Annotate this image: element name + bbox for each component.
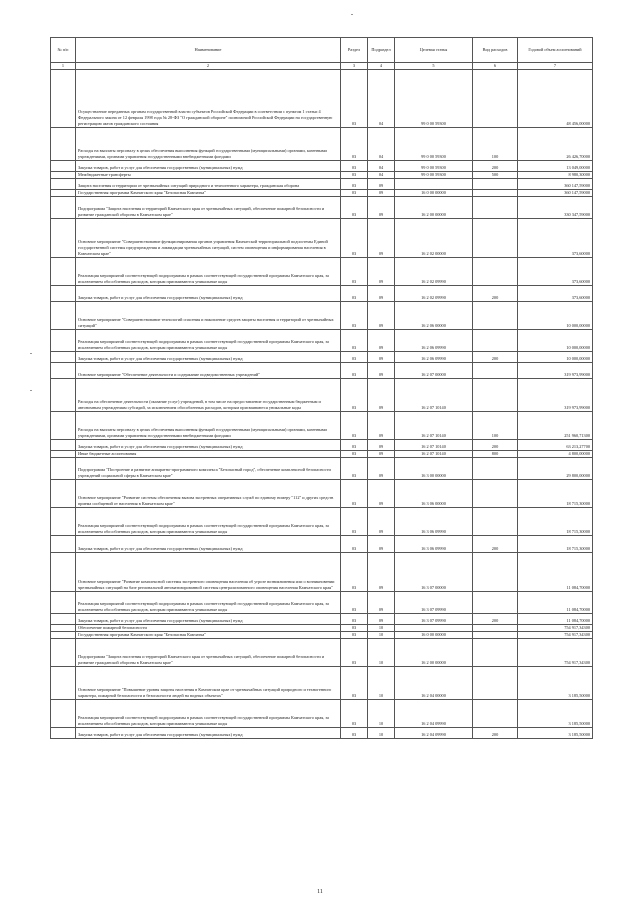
table-row xyxy=(51,257,593,285)
row-subsection-cell: 04 xyxy=(368,128,395,161)
row-section-cell: 03 xyxy=(341,128,368,161)
row-number-cell xyxy=(51,727,76,738)
row-name-cell: Закупка товаров, работ и услуг для обеспечения государственных (муниципальных) нужд xyxy=(76,613,341,624)
col-number: 2 xyxy=(76,63,341,70)
row-number-cell xyxy=(51,178,76,189)
col-number: 6 xyxy=(473,63,518,70)
row-amount-cell: 18 715,30000 xyxy=(518,535,593,552)
row-number-cell xyxy=(51,172,76,179)
row-number-cell xyxy=(51,378,76,411)
row-name-cell: Закупка товаров, работ и услуг для обеспечения государственных (муниципальных) нужд xyxy=(76,439,341,450)
row-target-article-cell: 16 0 00 00000 xyxy=(395,631,473,638)
row-number-cell xyxy=(51,613,76,624)
row-target-article-cell: 16 3 07 09990 xyxy=(395,613,473,624)
row-target-article-cell: 16 3 06 00000 xyxy=(395,479,473,507)
row-expense-type-cell xyxy=(473,189,518,196)
row-expense-type-cell xyxy=(473,638,518,666)
row-section-cell: 03 xyxy=(341,329,368,351)
row-section-cell: 03 xyxy=(341,624,368,631)
row-target-article-cell: 16 2 02 09990 xyxy=(395,285,473,301)
col-header-subsection: Подраздел xyxy=(368,38,395,63)
row-number-cell xyxy=(51,196,76,218)
row-subsection-cell: 09 xyxy=(368,351,395,362)
row-subsection-cell: 09 xyxy=(368,257,395,285)
row-target-article-cell: 99 0 00 59300 xyxy=(395,172,473,179)
table-body xyxy=(51,70,593,739)
row-number-cell xyxy=(51,535,76,552)
table-row xyxy=(51,411,593,439)
row-name-cell: Расходы на выплаты персоналу в целях обеспечения выполнения функций государственными (муниципальными) органами, казенными учреждениями, органами управления государственными внебюджетными фондами xyxy=(76,128,341,161)
row-number-cell xyxy=(51,189,76,196)
row-subsection-cell: 09 xyxy=(368,189,395,196)
row-subsection-cell: 09 xyxy=(368,378,395,411)
row-target-article-cell: 16 2 04 09990 xyxy=(395,699,473,727)
row-section-cell: 03 xyxy=(341,507,368,535)
row-number-cell xyxy=(51,552,76,591)
row-target-article-cell: 16 3 00 00000 xyxy=(395,457,473,479)
row-number-cell xyxy=(51,128,76,161)
row-subsection-cell: 09 xyxy=(368,479,395,507)
row-expense-type-cell xyxy=(473,362,518,378)
row-target-article-cell: 16 2 07 10140 xyxy=(395,439,473,450)
row-subsection-cell: 10 xyxy=(368,638,395,666)
col-number: 4 xyxy=(368,63,395,70)
row-subsection-cell: 09 xyxy=(368,535,395,552)
row-expense-type-cell xyxy=(473,218,518,257)
row-section-cell: 03 xyxy=(341,631,368,638)
scan-speck xyxy=(30,390,32,391)
row-amount-cell: 3 185,50000 xyxy=(518,666,593,699)
table-row xyxy=(51,507,593,535)
row-section-cell: 03 xyxy=(341,613,368,624)
row-section-cell: 03 xyxy=(341,196,368,218)
row-amount-cell: 11 084,70000 xyxy=(518,613,593,624)
row-amount-cell: 754 917,34300 xyxy=(518,624,593,631)
row-expense-type-cell xyxy=(473,178,518,189)
row-number-cell xyxy=(51,329,76,351)
table-row xyxy=(51,301,593,329)
row-amount-cell: 13 049,00000 xyxy=(518,161,593,172)
row-amount-cell: 754 917,34300 xyxy=(518,631,593,638)
row-section-cell: 03 xyxy=(341,439,368,450)
row-target-article-cell: 16 3 06 09990 xyxy=(395,535,473,552)
row-name-cell: Реализация мероприятий соответствующей подпрограммы в рамках соответствующей государственной программы Камчатского края, за исключением обособленных расходов, которым присваиваются уникальные коды xyxy=(76,591,341,613)
row-subsection-cell: 09 xyxy=(368,218,395,257)
row-expense-type-cell: 200 xyxy=(473,285,518,301)
row-section-cell: 03 xyxy=(341,666,368,699)
row-target-article-cell: 16 2 04 00000 xyxy=(395,666,473,699)
table-row xyxy=(51,457,593,479)
row-section-cell: 03 xyxy=(341,479,368,507)
row-section-cell: 03 xyxy=(341,161,368,172)
row-number-cell xyxy=(51,479,76,507)
row-amount-cell: 373,60000 xyxy=(518,285,593,301)
table-row xyxy=(51,178,593,189)
row-name-cell: Основное мероприятие "Развитие системы обеспечения вызова экстренных оперативных служб по единому номеру "112" и других средств приема сообщений от населения в Камчатском крае" xyxy=(76,479,341,507)
row-target-article-cell: 16 2 07 10140 xyxy=(395,411,473,439)
row-expense-type-cell: 200 xyxy=(473,439,518,450)
row-section-cell: 03 xyxy=(341,450,368,457)
row-amount-cell: 319 973,99000 xyxy=(518,362,593,378)
table-header-row xyxy=(51,38,593,63)
row-subsection-cell: 09 xyxy=(368,457,395,479)
row-name-cell: Обеспечение пожарной безопасности xyxy=(76,624,341,631)
row-name-cell: Подпрограмма "Защита населения и территорий Камчатского края от чрезвычайных ситуаций, обеспечение пожарной безопасности и развитие гражданской обороны в Камчатском крае" xyxy=(76,196,341,218)
row-target-article-cell: 16 2 04 09990 xyxy=(395,727,473,738)
row-amount-cell: 10 000,00000 xyxy=(518,301,593,329)
col-number: 1 xyxy=(51,63,76,70)
row-subsection-cell: 09 xyxy=(368,613,395,624)
row-expense-type-cell: 200 xyxy=(473,161,518,172)
row-amount-cell: 8 980,30000 xyxy=(518,172,593,179)
col-number: 7 xyxy=(518,63,593,70)
row-subsection-cell: 09 xyxy=(368,329,395,351)
row-amount-cell: 63 213,27700 xyxy=(518,439,593,450)
row-name-cell: Основное мероприятие "Обеспечение деятельности и содержание подведомственных учреждений" xyxy=(76,362,341,378)
row-number-cell xyxy=(51,411,76,439)
row-name-cell: Защита населения и территории от чрезвычайных ситуаций природного и техногенного характера, гражданская оборона xyxy=(76,178,341,189)
row-amount-cell: 360 147,59000 xyxy=(518,178,593,189)
row-expense-type-cell xyxy=(473,196,518,218)
row-section-cell: 03 xyxy=(341,591,368,613)
row-expense-type-cell xyxy=(473,457,518,479)
table-row xyxy=(51,450,593,457)
row-name-cell: Осуществление переданных органам государственной власти субъектов Российской Федерации в соответствии с пунктом 1 статьи 4 Федерального закона от 12 февраля 1998 года № 28-ФЗ "О гражданской обороне" полномочий Российской Федерации на государственную регистрацию актов гражданского состояния xyxy=(76,70,341,128)
row-expense-type-cell xyxy=(473,624,518,631)
row-section-cell: 03 xyxy=(341,457,368,479)
row-name-cell: Закупка товаров, работ и услуг для обеспечения государственных (муниципальных) нужд xyxy=(76,535,341,552)
row-name-cell: Закупка товаров, работ и услуг для обеспечения государственных (муниципальных) нужд xyxy=(76,351,341,362)
row-expense-type-cell xyxy=(473,699,518,727)
row-amount-cell: 18 715,30000 xyxy=(518,507,593,535)
table-row xyxy=(51,631,593,638)
row-number-cell xyxy=(51,218,76,257)
row-section-cell: 03 xyxy=(341,727,368,738)
column-numbering-row xyxy=(51,63,593,70)
row-expense-type-cell: 200 xyxy=(473,727,518,738)
row-number-cell xyxy=(51,457,76,479)
row-target-article-cell: 99 0 00 59300 xyxy=(395,161,473,172)
table-row xyxy=(51,128,593,161)
table-row xyxy=(51,535,593,552)
table-row xyxy=(51,479,593,507)
row-target-article-cell xyxy=(395,178,473,189)
row-amount-cell: 10 000,00000 xyxy=(518,329,593,351)
row-section-cell: 03 xyxy=(341,535,368,552)
row-number-cell xyxy=(51,638,76,666)
row-subsection-cell: 09 xyxy=(368,591,395,613)
row-name-cell: Закупка товаров, работ и услуг для обеспечения государственных (муниципальных) нужд xyxy=(76,285,341,301)
row-target-article-cell: 16 2 07 10140 xyxy=(395,378,473,411)
row-target-article-cell: 16 2 06 09990 xyxy=(395,329,473,351)
row-name-cell: Подпрограмма "Построение и развитие аппаратно-программного комплекса "Безопасный город", обеспечение комплексной безопасности учреждений социальной сферы в Камчатском крае" xyxy=(76,457,341,479)
row-name-cell: Основное мероприятие "Совершенствование функционирования органов управления Камчатской территориальной подсистемы Единой государственной системы предупреждения и ликвидации чрезвычайных ситуаций, систем оповещения и информирования населения в Камчатском крае" xyxy=(76,218,341,257)
row-expense-type-cell: 100 xyxy=(473,411,518,439)
table-row xyxy=(51,727,593,738)
budget-table xyxy=(50,37,593,739)
row-target-article-cell: 16 2 02 09990 xyxy=(395,257,473,285)
row-target-article-cell: 16 3 07 00000 xyxy=(395,552,473,591)
row-subsection-cell: 09 xyxy=(368,439,395,450)
row-amount-cell: 18 715,30000 xyxy=(518,479,593,507)
row-target-article-cell: 16 0 00 00000 xyxy=(395,189,473,196)
row-name-cell: Основное мероприятие "Развитие комплексной системы экстренного оповещения населения об угрозе возникновения или о возникновении чрезвычайных ситуаций на базе региональной автоматизированной системы централизованного оповещения населения Камчатского края" xyxy=(76,552,341,591)
row-target-article-cell: 99 0 00 59300 xyxy=(395,128,473,161)
row-expense-type-cell: 200 xyxy=(473,613,518,624)
row-name-cell: Реализация мероприятий соответствующей подпрограммы в рамках соответствующей государственной программы Камчатского края, за исключением обособленных расходов, которым присваиваются уникальные коды xyxy=(76,257,341,285)
row-number-cell xyxy=(51,631,76,638)
row-name-cell: Межбюджетные трансферты xyxy=(76,172,341,179)
row-section-cell: 03 xyxy=(341,257,368,285)
row-section-cell: 03 xyxy=(341,189,368,196)
row-name-cell: Основное мероприятие "Совершенствование технологий спасения и накопление средств защиты населения и территорий от чрезвычайных ситуаций" xyxy=(76,301,341,329)
row-amount-cell: 11 084,70000 xyxy=(518,591,593,613)
row-name-cell: Иные бюджетные ассигнования xyxy=(76,450,341,457)
row-number-cell xyxy=(51,362,76,378)
table-row xyxy=(51,624,593,631)
row-name-cell: Основное мероприятие "Повышение уровня защиты населения в Камчатском крае от чрезвычайных ситуаций природного и техногенного характера, пожарной безопасности и безопасности людей на водных объектах" xyxy=(76,666,341,699)
row-section-cell: 03 xyxy=(341,411,368,439)
budget-table-container xyxy=(50,37,592,739)
row-subsection-cell: 10 xyxy=(368,727,395,738)
row-name-cell: Реализация мероприятий соответствующей подпрограммы в рамках соответствующей государственной программы Камчатского края, за исключением обособленных расходов, которым присваиваются уникальные коды xyxy=(76,329,341,351)
row-expense-type-cell xyxy=(473,507,518,535)
row-section-cell: 03 xyxy=(341,638,368,666)
row-subsection-cell: 10 xyxy=(368,666,395,699)
scan-speck xyxy=(30,353,32,354)
table-row xyxy=(51,189,593,196)
row-section-cell: 03 xyxy=(341,285,368,301)
row-expense-type-cell xyxy=(473,257,518,285)
row-number-cell xyxy=(51,285,76,301)
table-row xyxy=(51,172,593,179)
row-expense-type-cell xyxy=(473,70,518,128)
row-number-cell xyxy=(51,450,76,457)
row-section-cell: 03 xyxy=(341,70,368,128)
row-section-cell: 03 xyxy=(341,552,368,591)
row-subsection-cell: 09 xyxy=(368,450,395,457)
row-name-cell: Закупка товаров, работ и услуг для обеспечения государственных (муниципальных) нужд xyxy=(76,161,341,172)
col-header-number: № п/п xyxy=(51,38,76,63)
row-amount-cell: 319 973,99000 xyxy=(518,378,593,411)
row-amount-cell: 3 185,50000 xyxy=(518,727,593,738)
table-row xyxy=(51,699,593,727)
row-expense-type-cell xyxy=(473,552,518,591)
row-section-cell: 03 xyxy=(341,351,368,362)
row-amount-cell: 11 084,70000 xyxy=(518,552,593,591)
row-name-cell: Государственная программа Камчатского края "Безопасная Камчатка" xyxy=(76,189,341,196)
row-number-cell xyxy=(51,70,76,128)
row-number-cell xyxy=(51,624,76,631)
row-section-cell: 03 xyxy=(341,172,368,179)
row-amount-cell: 48 456,00000 xyxy=(518,70,593,128)
row-target-article-cell: 99 0 00 59300 xyxy=(395,70,473,128)
col-header-name: Наименование xyxy=(76,38,341,63)
col-header-expense-type: Вид расходов xyxy=(473,38,518,63)
row-expense-type-cell: 200 xyxy=(473,351,518,362)
table-row xyxy=(51,196,593,218)
row-number-cell xyxy=(51,507,76,535)
row-amount-cell: 10 000,00000 xyxy=(518,351,593,362)
page-number: 11 xyxy=(317,889,323,895)
row-expense-type-cell xyxy=(473,666,518,699)
row-subsection-cell: 04 xyxy=(368,161,395,172)
row-expense-type-cell: 100 xyxy=(473,128,518,161)
table-row xyxy=(51,218,593,257)
row-target-article-cell: 16 3 06 09990 xyxy=(395,507,473,535)
row-name-cell: Расходы на выплаты персоналу в целях обеспечения выполнения функций государственными (муниципальными) органами, казенными учреждениями, органами управления государственными внебюджетными фондами xyxy=(76,411,341,439)
row-section-cell: 03 xyxy=(341,178,368,189)
row-target-article-cell: 16 2 02 00000 xyxy=(395,218,473,257)
table-row xyxy=(51,329,593,351)
row-target-article-cell: 16 2 06 00000 xyxy=(395,301,473,329)
row-expense-type-cell: 500 xyxy=(473,172,518,179)
row-subsection-cell: 09 xyxy=(368,362,395,378)
row-expense-type-cell xyxy=(473,378,518,411)
scan-speck xyxy=(351,14,353,15)
table-row xyxy=(51,362,593,378)
row-name-cell: Государственная программа Камчатского края "Безопасная Камчатка" xyxy=(76,631,341,638)
row-subsection-cell: 04 xyxy=(368,70,395,128)
row-target-article-cell: 16 2 06 09990 xyxy=(395,351,473,362)
row-expense-type-cell xyxy=(473,301,518,329)
row-target-article-cell: 16 3 07 09990 xyxy=(395,591,473,613)
row-number-cell xyxy=(51,257,76,285)
row-subsection-cell: 09 xyxy=(368,411,395,439)
table-row xyxy=(51,285,593,301)
row-section-cell: 03 xyxy=(341,362,368,378)
row-expense-type-cell xyxy=(473,479,518,507)
row-number-cell xyxy=(51,301,76,329)
row-amount-cell: 251 960,71300 xyxy=(518,411,593,439)
row-section-cell: 03 xyxy=(341,699,368,727)
row-expense-type-cell xyxy=(473,591,518,613)
row-subsection-cell: 09 xyxy=(368,178,395,189)
row-name-cell: Реализация мероприятий соответствующей подпрограммы в рамках соответствующей государственной программы Камчатского края, за исключением обособленных расходов, которым присваиваются уникальные коды xyxy=(76,507,341,535)
row-amount-cell: 3 185,50000 xyxy=(518,699,593,727)
table-row xyxy=(51,161,593,172)
row-section-cell: 03 xyxy=(341,301,368,329)
row-subsection-cell: 10 xyxy=(368,699,395,727)
row-number-cell xyxy=(51,351,76,362)
table-row xyxy=(51,613,593,624)
row-number-cell xyxy=(51,591,76,613)
row-amount-cell: 330 347,59000 xyxy=(518,196,593,218)
row-target-article-cell: 16 2 00 00000 xyxy=(395,638,473,666)
row-expense-type-cell xyxy=(473,631,518,638)
row-number-cell xyxy=(51,161,76,172)
row-subsection-cell: 09 xyxy=(368,301,395,329)
row-name-cell: Закупка товаров, работ и услуг для обеспечения государственных (муниципальных) нужд xyxy=(76,727,341,738)
table-row xyxy=(51,351,593,362)
row-subsection-cell: 09 xyxy=(368,196,395,218)
row-expense-type-cell: 800 xyxy=(473,450,518,457)
row-section-cell: 03 xyxy=(341,378,368,411)
col-header-section: Раздел xyxy=(341,38,368,63)
row-subsection-cell: 09 xyxy=(368,285,395,301)
col-number: 3 xyxy=(341,63,368,70)
table-row xyxy=(51,552,593,591)
row-target-article-cell: 16 2 07 00000 xyxy=(395,362,473,378)
row-section-cell: 03 xyxy=(341,218,368,257)
row-name-cell: Реализация мероприятий соответствующей подпрограммы в рамках соответствующей государственной программы Камчатского края, за исключением обособленных расходов, которым присваиваются уникальные коды xyxy=(76,699,341,727)
row-amount-cell: 29 800,00000 xyxy=(518,457,593,479)
row-number-cell xyxy=(51,699,76,727)
table-row xyxy=(51,666,593,699)
row-subsection-cell: 10 xyxy=(368,631,395,638)
row-subsection-cell: 09 xyxy=(368,552,395,591)
row-amount-cell: 373,60000 xyxy=(518,218,593,257)
table-row xyxy=(51,591,593,613)
row-target-article-cell xyxy=(395,624,473,631)
row-name-cell: Расходы на обеспечение деятельности (оказание услуг) учреждений, в том числе на предоставление государственным бюджетным и автономным учреждениям субсидий, за исключением обособленных расходов, которым присваиваются уникальные коды xyxy=(76,378,341,411)
row-target-article-cell: 16 2 07 10140 xyxy=(395,450,473,457)
col-header-annual-amount: Годовой объем ассигнований xyxy=(518,38,593,63)
row-expense-type-cell: 200 xyxy=(473,535,518,552)
col-number: 5 xyxy=(395,63,473,70)
table-row xyxy=(51,70,593,128)
row-amount-cell: 26 426,70000 xyxy=(518,128,593,161)
row-subsection-cell: 10 xyxy=(368,624,395,631)
row-amount-cell: 373,60000 xyxy=(518,257,593,285)
table-row xyxy=(51,378,593,411)
row-number-cell xyxy=(51,439,76,450)
row-subsection-cell: 04 xyxy=(368,172,395,179)
col-header-target-article: Целевая статья xyxy=(395,38,473,63)
row-amount-cell: 754 917,34300 xyxy=(518,638,593,666)
row-target-article-cell: 16 2 00 00000 xyxy=(395,196,473,218)
row-subsection-cell: 09 xyxy=(368,507,395,535)
row-number-cell xyxy=(51,666,76,699)
row-amount-cell: 360 147,59000 xyxy=(518,189,593,196)
table-row xyxy=(51,638,593,666)
row-expense-type-cell xyxy=(473,329,518,351)
table-row xyxy=(51,439,593,450)
row-amount-cell: 4 800,00000 xyxy=(518,450,593,457)
row-name-cell: Подпрограмма "Защита населения и территорий Камчатского края от чрезвычайных ситуаций, обеспечение пожарной безопасности и развитие гражданской обороны в Камчатском крае" xyxy=(76,638,341,666)
